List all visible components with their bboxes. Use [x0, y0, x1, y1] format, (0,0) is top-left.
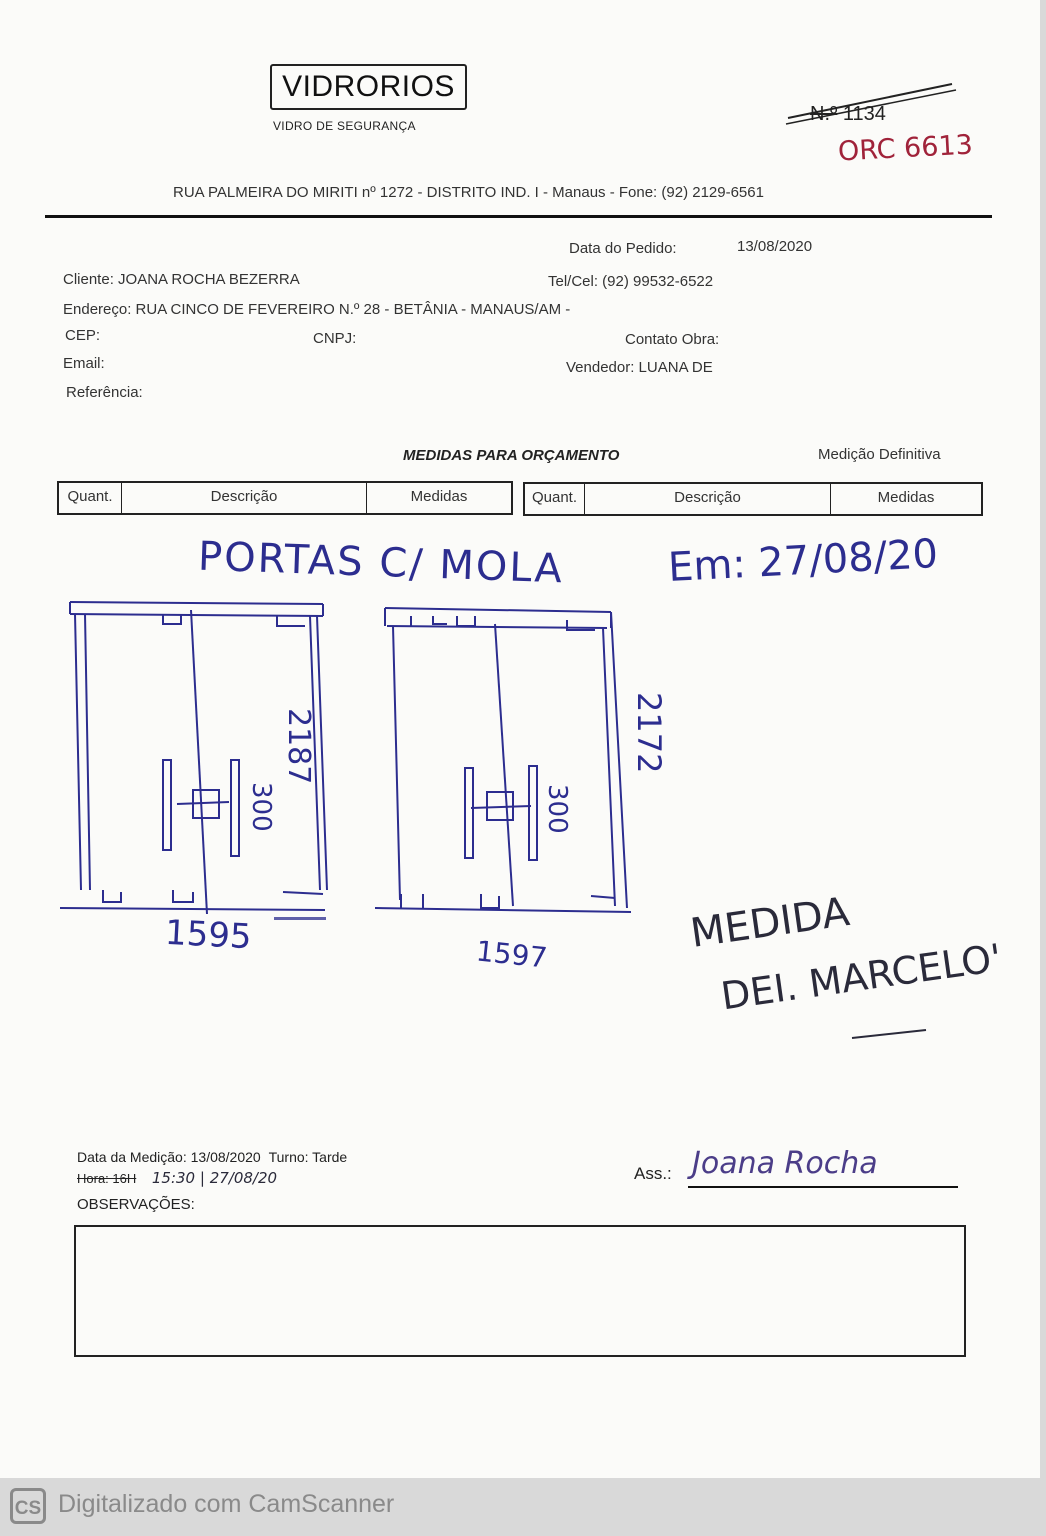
definitive-measure-label: Medição Definitiva [818, 446, 941, 463]
door2-handle-size: 300 [542, 784, 572, 834]
handwritten-orc-number: ORC 6613 [837, 129, 974, 168]
camscanner-text: Digitalizado com CamScanner [58, 1490, 395, 1518]
door1-height: 2187 [281, 708, 316, 785]
doc-number-value: 1134 [842, 103, 886, 125]
order-date-value: 13/08/2020 [737, 238, 813, 255]
client-address: Endereço: RUA CINCO DE FEVEREIRO N.º 28 - BETÂNIA - MANAUS/AM - [63, 301, 571, 318]
measure-hour-line [77, 1169, 277, 1187]
contact-label: Contato Obra: [625, 331, 720, 348]
camscanner-logo: CS [10, 1488, 46, 1524]
col-measures: Medidas [877, 489, 935, 506]
measure-note-line1: MEDIDA [687, 889, 853, 957]
client-phone: Tel/Cel: (92) 99532-6522 [548, 273, 714, 290]
observations-box [74, 1225, 966, 1357]
observations-label: OBSERVAÇÕES: [77, 1196, 195, 1213]
door1-width: 1595 [164, 912, 253, 958]
measure-date: Data da Medição: 13/08/2020 [77, 1149, 261, 1165]
logo-name: VIDRORIOS [282, 70, 455, 103]
measures-title: MEDIDAS PARA ORÇAMENTO [403, 447, 620, 464]
measure-hour-handwritten: 15:30 | 27/08/20 [151, 1169, 278, 1187]
note-underline [850, 1022, 930, 1042]
measures-table-right [523, 482, 983, 516]
company-logo [270, 64, 467, 110]
logo-tagline: VIDRO DE SEGURANÇA [273, 119, 416, 133]
measures-table-left [57, 481, 513, 515]
seller-name: Vendedor: LUANA DE [566, 359, 713, 376]
company-address: RUA PALMEIRA DO MIRITI nº 1272 - DISTRITO IND. I - Manaus - Fone: (92) 2129-6561 [173, 184, 764, 201]
header-divider [45, 215, 992, 218]
door2-height: 2172 [630, 692, 668, 774]
strike-lines [780, 78, 960, 128]
signature-label: Ass.: [634, 1164, 672, 1183]
sketch-title: PORTAS C/ MOLA [197, 533, 565, 593]
client-name: Cliente: JOANA ROCHA BEZERRA [63, 271, 300, 288]
door2-width: 1597 [474, 934, 549, 975]
measure-note-line2: DEI. MARCELO' [718, 935, 1005, 1019]
doc-number-label: N.º [810, 103, 838, 125]
measure-shift: Turno: Tarde [268, 1149, 348, 1165]
measure-hour-printed: Hora: 16H [77, 1171, 137, 1186]
order-date-label: Data do Pedido: [569, 240, 677, 257]
cnpj-label: CNPJ: [313, 330, 357, 347]
door-sketches [55, 590, 655, 920]
reference-label: Referência: [66, 384, 143, 401]
cep-label: CEP: [65, 327, 101, 344]
door-sketch-2 [375, 608, 635, 920]
col-description: Descrição [585, 484, 831, 514]
client-signature: Joana Rocha [692, 1146, 878, 1181]
door1-handle-size: 300 [246, 782, 276, 832]
measure-date-line [77, 1149, 347, 1165]
col-quantity: Quant. [59, 483, 122, 513]
sketch-date-note: Em: 27/08/20 [666, 530, 940, 592]
signature-line [688, 1186, 958, 1188]
col-measures: Medidas [410, 488, 468, 505]
col-description: Descrição [122, 483, 367, 513]
col-quantity: Quant. [525, 484, 585, 514]
email-label: Email: [63, 355, 105, 372]
